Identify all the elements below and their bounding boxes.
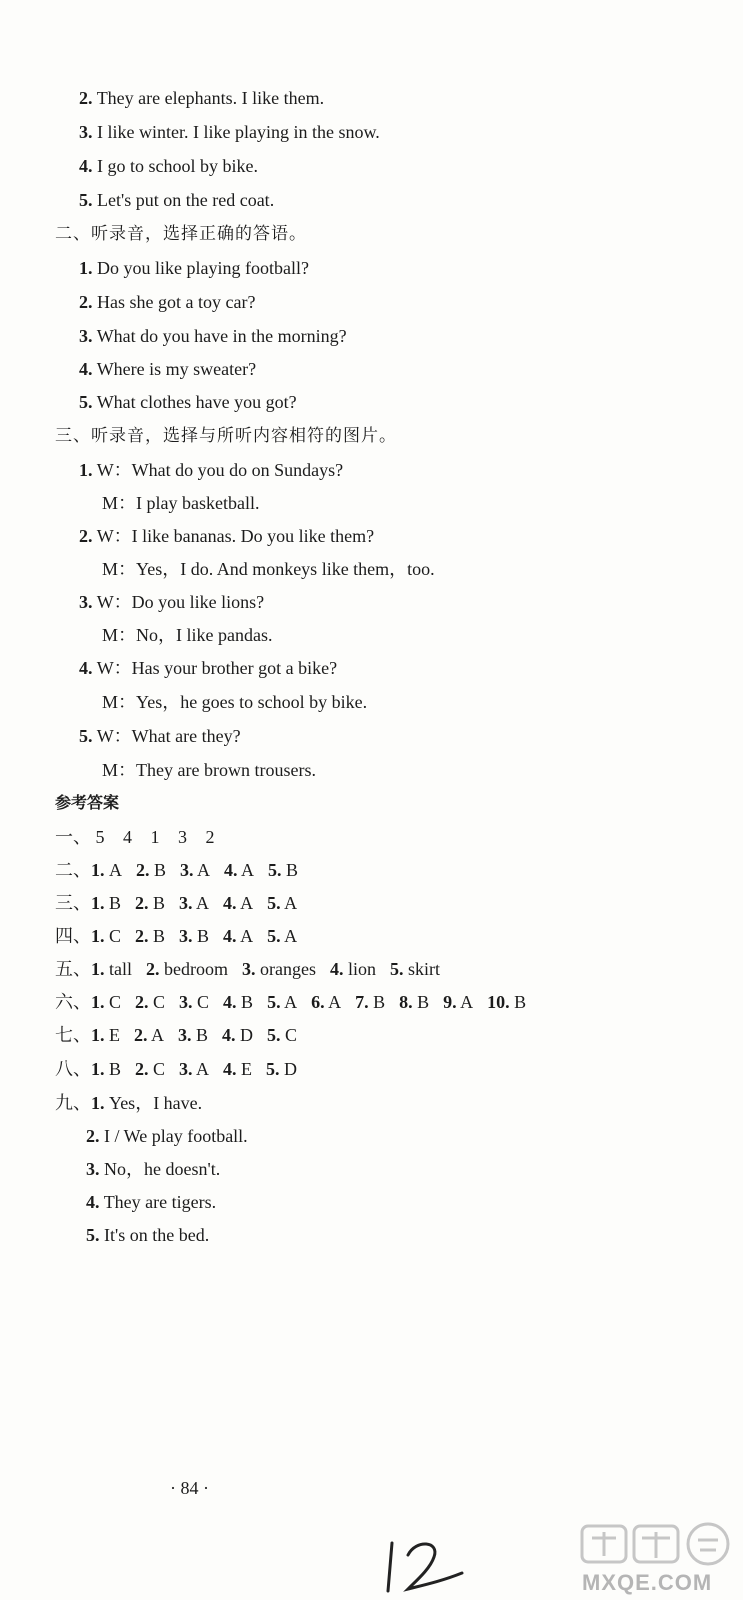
answer-item: 1. C <box>91 992 122 1012</box>
answer-row <box>55 924 311 948</box>
answer-item: 2. B <box>136 860 167 880</box>
section9-item-5: 5. It's on the bed. <box>86 1225 210 1245</box>
dialog-5-w: 5. W：What are they? <box>79 726 241 746</box>
answer-item: 1. E <box>91 1025 120 1045</box>
section2-item-5: 5. What clothes have you got? <box>79 392 297 412</box>
answer-item: 4. lion <box>329 959 376 979</box>
answer-row-label: 一、 <box>55 827 91 847</box>
answer-item: 2. C <box>135 992 166 1012</box>
answer-item: 3 <box>178 827 187 847</box>
answer-item: 5. A <box>267 926 298 946</box>
answer-row <box>55 1057 311 1081</box>
part1-item-4: 4. I go to school by bike. <box>79 156 258 176</box>
svg-text:MXQE.COM: MXQE.COM <box>582 1570 713 1595</box>
answer-item: 1. B <box>91 1059 122 1079</box>
answer-item: 2. bedroom <box>146 959 228 979</box>
part1-item-2: 2. They are elephants. I like them. <box>79 88 325 108</box>
answer-row-label: 三、 <box>55 893 91 913</box>
section3-title: 三、听录音，选择与所听内容相符的图片。 <box>55 426 397 446</box>
answer-item: 1. B <box>91 893 122 913</box>
section2-title: 二、听录音，选择正确的答语。 <box>55 224 307 244</box>
answer-row-label: 八、 <box>55 1059 91 1079</box>
dialog-3-w: 3. W：Do you like lions? <box>79 592 265 612</box>
dialog-5-m: M：They are brown trousers. <box>102 760 316 780</box>
dialog-1-m: M：I play basketball. <box>102 493 260 513</box>
dialog-3-m: M：No，I like pandas. <box>102 625 273 645</box>
answer-row <box>55 858 312 882</box>
answer-item: 5. skirt <box>389 959 440 979</box>
answer-item: 5. C <box>267 1025 298 1045</box>
answer-row <box>55 957 454 981</box>
section9-item-3: 3. No，he doesn't. <box>86 1159 221 1179</box>
answer-item: 5 <box>95 827 105 847</box>
answer-item: 5. B <box>268 860 299 880</box>
dialog-2-m: M：Yes，I do. And monkeys like them，too. <box>102 559 435 579</box>
part1-item-3: 3. I like winter. I like playing in the snow. <box>79 122 380 142</box>
answer-row-label: 七、 <box>55 1025 91 1045</box>
answer-item: 1. tall <box>91 959 132 979</box>
section9-item-4: 4. They are tigers. <box>86 1192 217 1212</box>
answer-row-label: 五、 <box>55 959 91 979</box>
answer-item: 4. B <box>223 992 254 1012</box>
answer-item: 4. A <box>224 860 255 880</box>
watermark-logo <box>578 1520 738 1598</box>
answer-item: 10. B <box>487 992 527 1012</box>
answer-item: 4 <box>123 827 132 847</box>
answer-item: 4. D <box>222 1025 254 1045</box>
answer-row-label: 四、 <box>55 926 91 946</box>
answer-item: 2. C <box>135 1059 166 1079</box>
answer-item: 6. A <box>311 992 342 1012</box>
answer-item: 3. A <box>179 893 210 913</box>
answer-row <box>55 990 540 1014</box>
answer-item: 3. B <box>179 926 210 946</box>
page-number: · 84 · <box>170 1478 209 1498</box>
dialog-4-m: M：Yes，he goes to school by bike. <box>102 692 368 712</box>
part1-item-5: 5. Let's put on the red coat. <box>79 190 275 210</box>
answer-row <box>55 825 229 849</box>
answer-item: 1 <box>150 827 160 847</box>
section2-item-4: 4. Where is my sweater? <box>79 359 257 379</box>
section2-item-1: 1. Do you like playing football? <box>79 258 309 278</box>
answer-item: 2. A <box>134 1025 165 1045</box>
answer-item: 4. A <box>223 893 254 913</box>
answer-row-label: 六、 <box>55 992 91 1012</box>
section9-item-2: 2. I / We play football. <box>86 1126 248 1146</box>
section2-item-2: 2. Has she got a toy car? <box>79 292 256 312</box>
answer-item: 1. C <box>91 926 122 946</box>
dialog-2-w: 2. W：I like bananas. Do you like them? <box>79 526 375 546</box>
answer-item: 2. B <box>135 893 166 913</box>
answer-item: 3. A <box>179 1059 210 1079</box>
answer-item: 1. A <box>91 860 122 880</box>
answer-item: 3. A <box>180 860 211 880</box>
answer-item: 8. B <box>399 992 430 1012</box>
dialog-1-w: 1. W：What do you do on Sundays? <box>79 460 344 480</box>
handwritten-mark <box>378 1535 468 1595</box>
answer-item: 9. A <box>443 992 474 1012</box>
answer-item: 3. C <box>179 992 210 1012</box>
answers-title: 参考答案 <box>55 793 120 812</box>
answer-item: 5. A <box>267 992 298 1012</box>
answer-item: 2 <box>205 827 215 847</box>
answer-item: 7. B <box>355 992 386 1012</box>
section9-item-1: 九、1. Yes，I have. <box>55 1093 203 1113</box>
answer-item: 4. A <box>223 926 254 946</box>
answer-item: 3. oranges <box>241 959 316 979</box>
answer-item: 3. B <box>178 1025 209 1045</box>
dialog-4-w: 4. W：Has your brother got a bike? <box>79 658 338 678</box>
answer-item: 4. E <box>223 1059 253 1079</box>
answer-item: 5. A <box>267 893 298 913</box>
answer-row-label: 二、 <box>55 860 91 880</box>
answer-item: 2. B <box>135 926 166 946</box>
section2-item-3: 3. What do you have in the morning? <box>79 326 347 346</box>
answer-item: 5. D <box>266 1059 298 1079</box>
answer-row <box>55 891 311 915</box>
answer-row <box>55 1023 311 1047</box>
